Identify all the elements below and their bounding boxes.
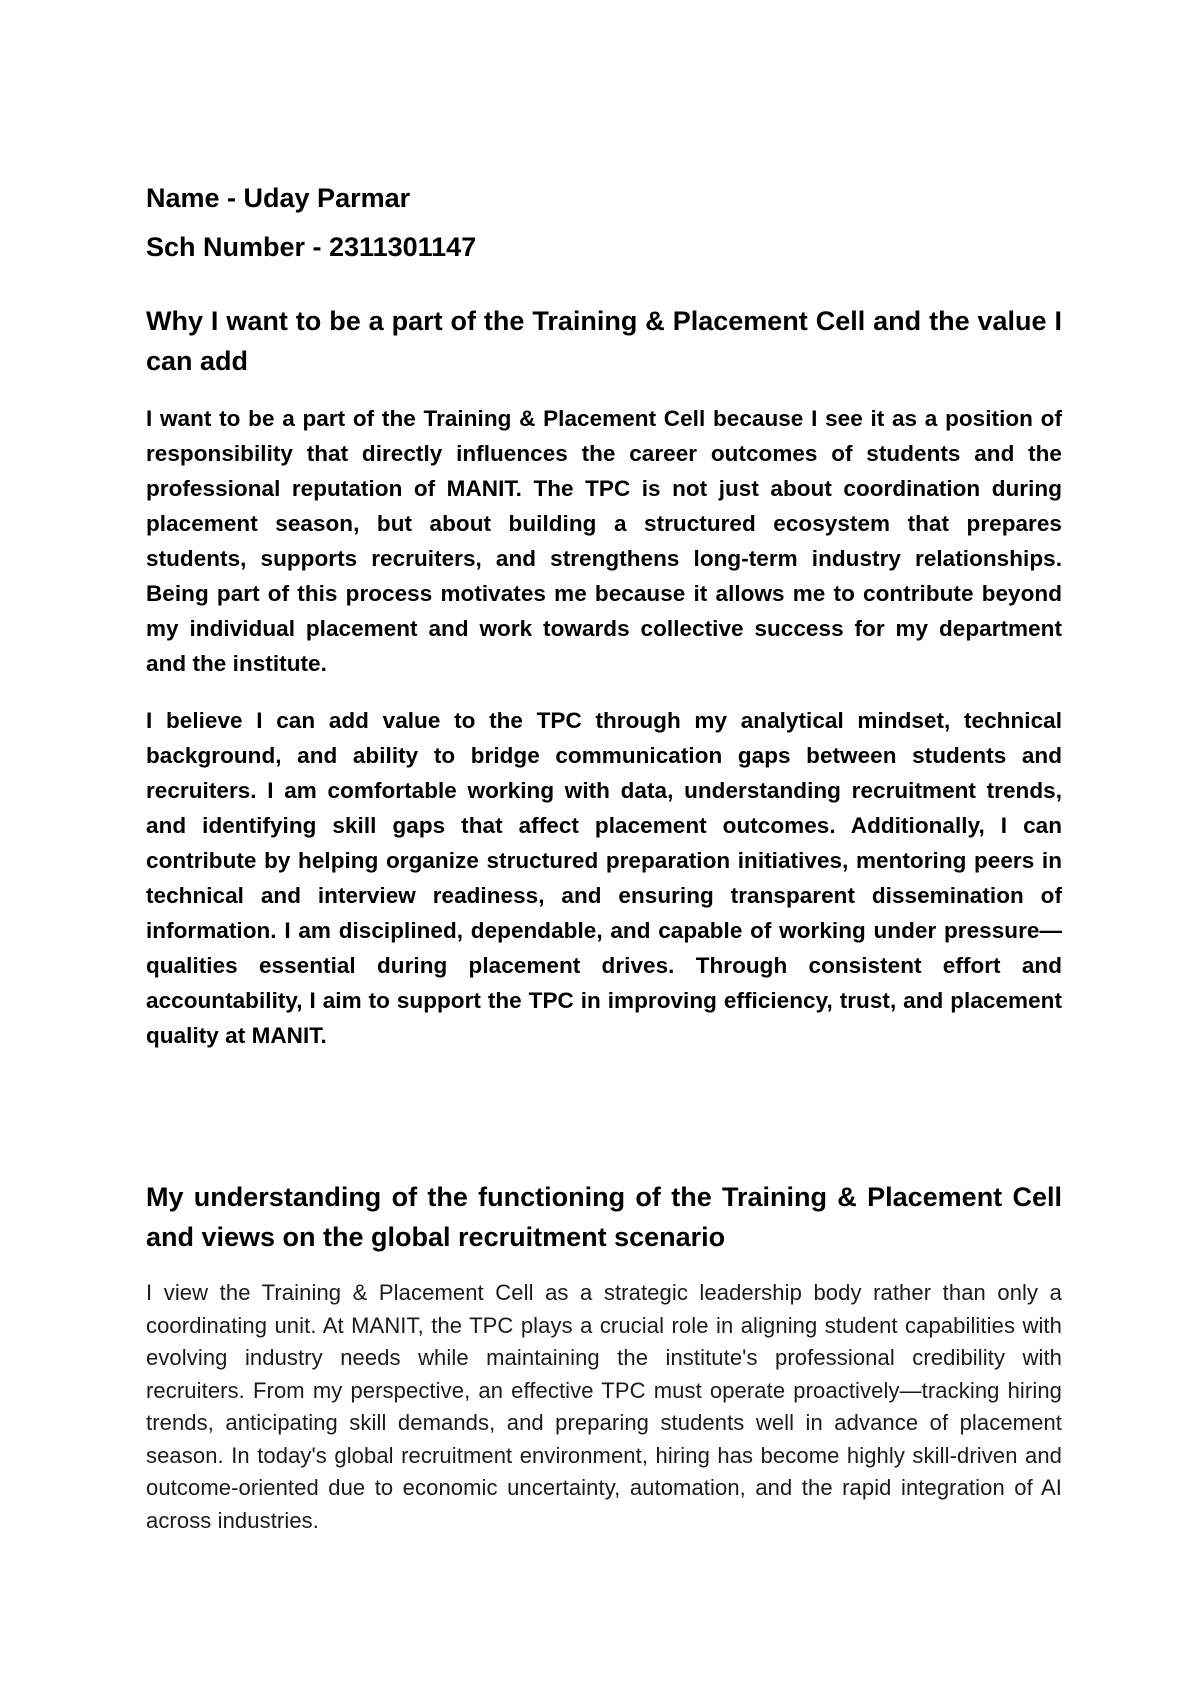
section-heading-tpc-functioning: My understanding of the functioning of the Training & Placement Cell and views on the global recruitment scenario bbox=[146, 1182, 1062, 1252]
scholar-number: Sch Number - 2311301147 bbox=[146, 232, 477, 262]
student-name: Name - Uday Parmar bbox=[146, 183, 411, 213]
document-page bbox=[146, 178, 1062, 1537]
paragraph-motivation: I want to be a part of the Training & Placement Cell because I see it as a position of responsibility that directly influences the career outcomes of students and the professional reputation of MANIT. The TPC is not just about coordination during placement season, but about building a structured ecosystem that prepares students, supports recruiters, and strengthens long-term industry relationships. Being part of this process motivates me because it allows me to contribute beyond my individual placement and work towards collective success for my department and the institute. bbox=[146, 406, 1062, 676]
section-heading-why-tpc: Why I want to be a part of the Training & Placement Cell and the value I can add bbox=[146, 306, 1062, 376]
paragraph-value-add: I believe I can add value to the TPC through my analytical mindset, technical background, and ability to bridge communication gaps between students and recruiters. I am comfortable working with data, understanding recruitment trends, and identifying skill gaps that affect placement outcomes. Additionally, I can contribute by helping organize structured preparation initiatives, mentoring peers in technical and interview readiness, and ensuring transparent dissemination of information. I am disciplined, dependable, and capable of working under pressure—qualities essential during placement drives. Through consistent effort and accountability, I aim to support the TPC in improving efficiency, trust, and placement quality at MANIT. bbox=[146, 708, 1062, 1048]
paragraph-tpc-view: I view the Training & Placement Cell as a strategic leadership body rather than only a coordinating unit. At MANIT, the TPC plays a crucial role in aligning student capabilities with evolving industry needs while maintaining the institute's professional credibility with recruiters. From my perspective, an effective TPC must operate proactively—tracking hiring trends, anticipating skill demands, and preparing students well in advance of placement season. In today's global recruitment environment, hiring has become highly skill-driven and outcome-oriented due to economic uncertainty, automation, and the rapid integration of AI across industries. bbox=[146, 1280, 1062, 1533]
